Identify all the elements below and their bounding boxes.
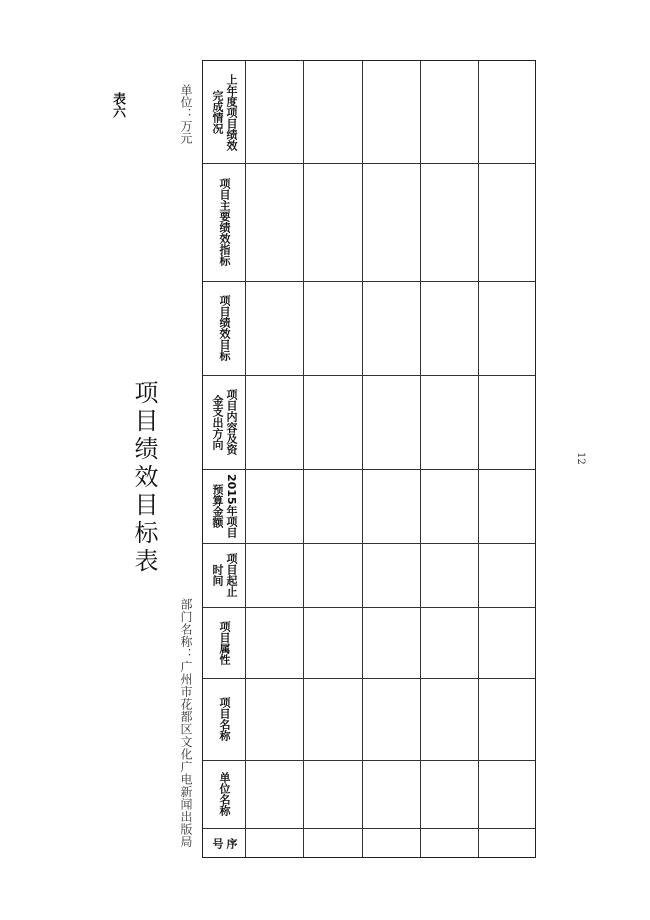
page-number: 12	[575, 452, 586, 465]
header-cell-project-attribute: 项目属性	[218, 620, 231, 665]
header-cell-content-direction: 项目内容及资 金支出方向	[211, 389, 238, 455]
page-title: 项目绩效目标表	[130, 380, 158, 576]
table-row	[245, 61, 303, 859]
header-cell-main-indicators: 项目主要绩效指标	[218, 178, 231, 266]
table-row	[420, 61, 478, 859]
header-cell-project-name: 项目名称	[218, 697, 231, 741]
table-row	[303, 61, 362, 859]
table-row	[362, 61, 420, 859]
unit-label: 单位：万元	[179, 84, 193, 144]
header-cell-unit-name: 单位名称	[218, 772, 231, 816]
header-cell-last-year-completion: 上年度项目绩效 完成情况	[211, 73, 238, 151]
document-label: 表六	[110, 92, 125, 118]
performance-target-table	[202, 60, 536, 858]
header-cell-performance-target: 项目绩效目标	[218, 295, 231, 361]
department-name: 部门名称：广州市花都区文化广电新闻出版局	[179, 598, 193, 848]
header-cell-start-end-time: 项目起止 时间	[211, 553, 238, 597]
header-cell-budget-amount: 2015年项目 预算金额	[211, 474, 238, 538]
header-cell-serial-number: 序 号	[211, 838, 238, 849]
table-row	[478, 61, 535, 859]
